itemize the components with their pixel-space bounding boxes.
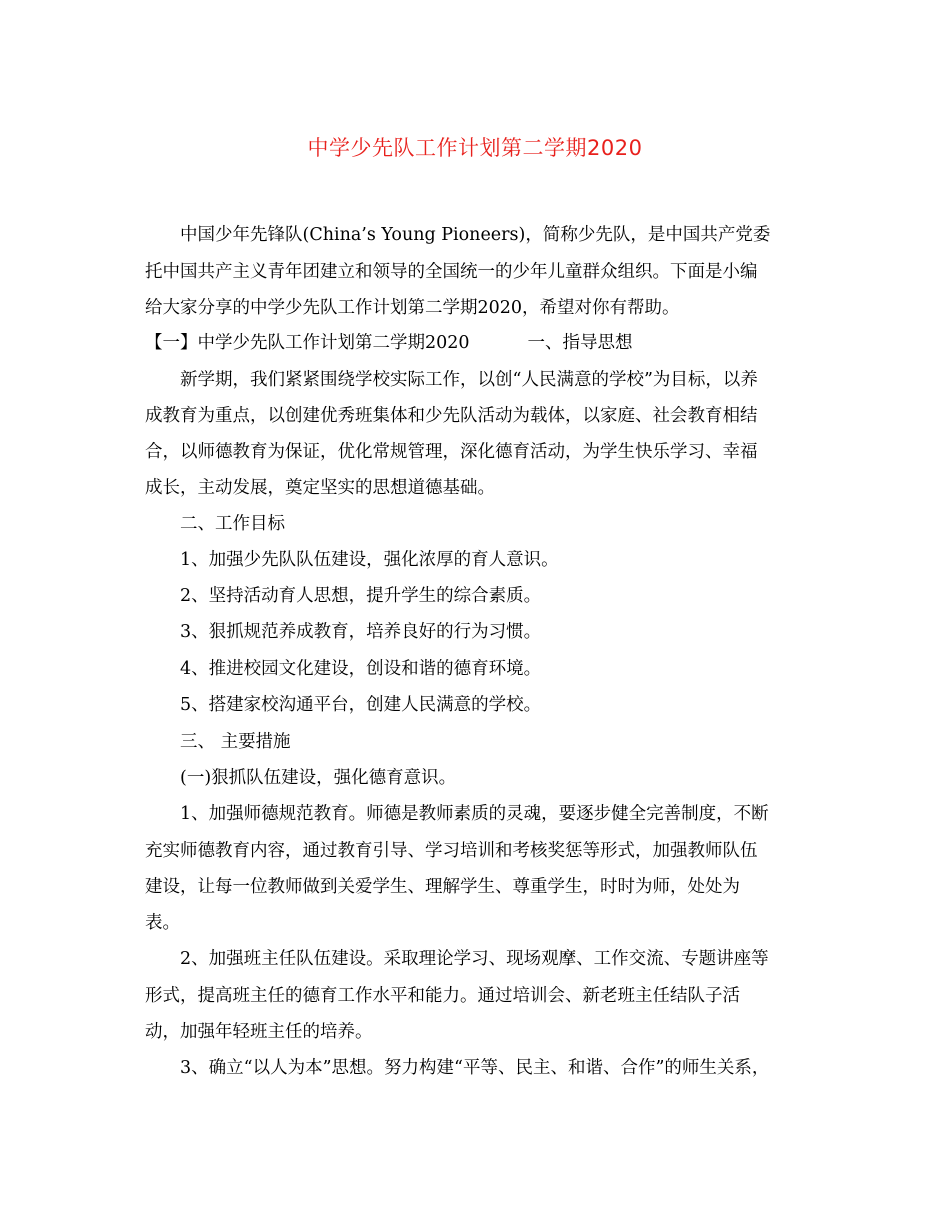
subheading: (一)狠抓队伍建设，强化德育意识。 xyxy=(180,768,457,788)
paragraph-line: 形式，提高班主任的德育工作水平和能力。通过培训会、新老班主任结队子活 xyxy=(145,986,740,1006)
document-title: 中学少先队工作计划第二学期2020 xyxy=(307,136,643,160)
paragraph-line: 成教育为重点，以创建优秀班集体和少先队活动为载体，以家庭、社会教育相结 xyxy=(145,406,758,426)
section-heading: 【一】中学少先队工作计划第二学期2020 xyxy=(145,333,470,353)
paragraph-line: 1、加强师德规范教育。师德是教师素质的灵魂，要逐步健全完善制度，不断 xyxy=(180,804,769,824)
paragraph-line: 合，以师德教育为保证，优化常规管理，深化德育活动，为学生快乐学习、幸福 xyxy=(145,442,758,462)
paragraph-line: 建设，让每一位教师做到关爱学生、理解学生、尊重学生，时时为师，处处为 xyxy=(145,877,740,897)
paragraph-line: 中国少年先锋队(China’s Young Pioneers)，简称少先队，是中国共产党委 xyxy=(180,225,771,245)
paragraph-line: 给大家分享的中学少先队工作计划第二学期2020，希望对你有帮助。 xyxy=(145,298,680,318)
section-heading-line xyxy=(145,332,633,354)
subheading: 一、指导思想 xyxy=(527,333,633,353)
subheading: 二、工作目标 xyxy=(180,514,285,534)
paragraph-line: 动，加强年轻班主任的培养。 xyxy=(145,1022,373,1042)
list-item: 3、狠抓规范养成教育，培养良好的行为习惯。 xyxy=(180,622,542,642)
subheading: 三、 主要措施 xyxy=(180,732,291,752)
list-item: 4、推进校园文化建设，创设和谐的德育环境。 xyxy=(180,659,542,679)
paragraph-line: 表。 xyxy=(145,913,180,933)
paragraph-line: 托中国共产主义青年团建立和领导的全国统一的少年儿童群众组织。下面是小编 xyxy=(145,262,758,282)
paragraph-line: 3、确立“以人为本”思想。努力构建“平等、民主、和谐、合作”的师生关系， xyxy=(180,1058,770,1078)
list-item: 2、坚持活动育人思想，提升学生的综合素质。 xyxy=(180,586,542,606)
paragraph-line: 新学期，我们紧紧围绕学校实际工作，以创“人民满意的学校”为目标，以养 xyxy=(180,370,758,390)
paragraph-line: 2、加强班主任队伍建设。采取理论学习、现场观摩、工作交流、专题讲座等 xyxy=(180,949,769,969)
paragraph-line: 成长，主动发展，奠定坚实的思想道德基础。 xyxy=(145,478,495,498)
list-item: 1、加强少先队队伍建设，强化浓厚的育人意识。 xyxy=(180,550,559,570)
list-item: 5、搭建家校沟通平台，创建人民满意的学校。 xyxy=(180,695,542,715)
paragraph-line: 充实师德教育内容，通过教育引导、学习培训和考核奖惩等形式，加强教师队伍 xyxy=(145,841,758,861)
